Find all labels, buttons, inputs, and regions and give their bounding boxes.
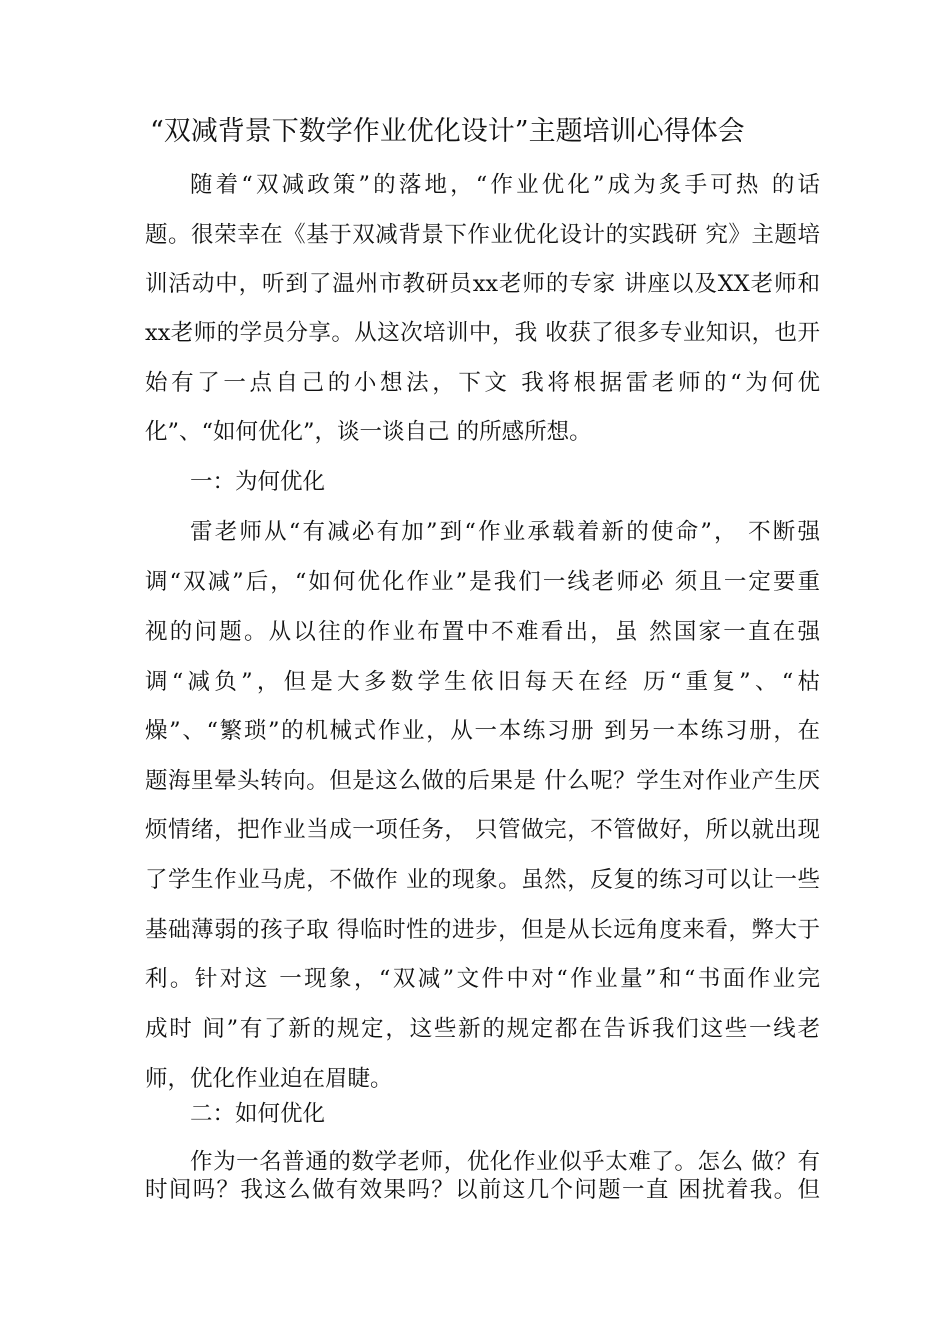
paragraph-line: 调“双减”后，“如何优化作业”是我们一线老师必 须且一定要重 [145,569,820,595]
paragraph-line: 师，优化作业迫在眉睫。 [145,1066,393,1092]
paragraph-line: 烦情绪，把作业当成一项任务， 只管做完，不管做好，所以就出现 [145,817,820,843]
paragraph-line: 化”、“如何优化”，谈一谈自己 的所感所想。 [145,419,592,445]
paragraph-line: 视的问题。从以往的作业布置中不难看出，虽 然国家一直在强 [145,619,820,645]
document-title: “双减背景下数学作业优化设计”主题培训心得体会 [150,116,745,147]
section-heading: 二：如何优化 [190,1101,326,1127]
paragraph-line: 训活动中，听到了温州市教研员xx老师的专家 讲座以及XX老师和 [145,271,820,297]
section-heading: 一：为何优化 [190,469,326,495]
paragraph-line: 成时 间”有了新的规定，这些新的规定都在告诉我们这些一线老 [145,1016,820,1042]
paragraph-line: 题。很荣幸在《基于双减背景下作业优化设计的实践研 究》主题培 [145,222,820,248]
paragraph-line: 随着“双减政策”的落地，“作业优化”成为炙手可热 的话 [190,172,820,198]
paragraph-line: 题海里晕头转向。但是这么做的后果是 什么呢？学生对作业产生厌 [145,768,820,794]
paragraph-line: 作为一名普通的数学老师，优化作业似乎太难了。怎么 做？有 [190,1149,820,1175]
paragraph-line: 时间吗？我这么做有效果吗？以前这几个问题一直 困扰着我。但 [145,1177,820,1203]
paragraph-line: 燥”、“繁琐”的机械式作业，从一本练习册 到另一本练习册，在 [145,718,820,744]
paragraph-line: xx老师的学员分享。从这次培训中，我 收获了很多专业知识，也开 [145,320,820,346]
paragraph-line: 基础薄弱的孩子取 得临时性的进步，但是从长远角度来看，弊大于 [145,917,820,943]
paragraph-line: 始有了一点自己的小想法，下文 我将根据雷老师的“为何优 [145,370,820,396]
paragraph-line: 调“减负”，但是大多数学生依旧每天在经 历“重复”、“枯 [145,669,820,695]
paragraph-line: 了学生作业马虎，不做作 业的现象。虽然，反复的练习可以让一些 [145,867,820,893]
paragraph-line: 利。针对这 一现象，“双减”文件中对“作业量”和“书面作业完 [145,966,820,992]
paragraph-line: 雷老师从“有减必有加”到“作业承载着新的使命”， 不断强 [190,519,820,545]
